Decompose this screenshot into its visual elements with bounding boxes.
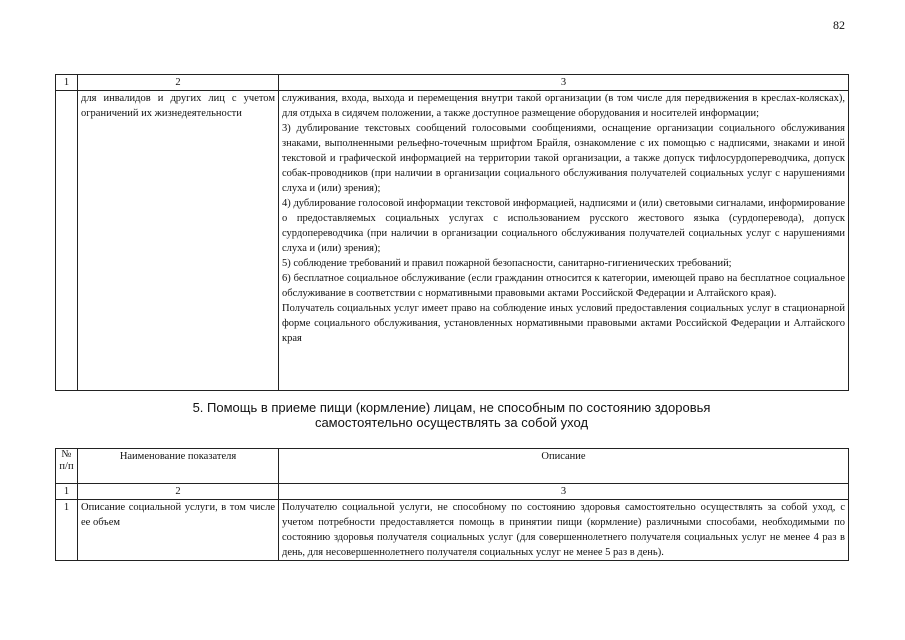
header-row [56,449,849,484]
col-number-2: 2 [78,484,279,500]
col-number-1: 1 [56,484,78,500]
description-paragraph: Получатель социальных услуг имеет право на соблюдение иных условий предоставления социальных услуг в стационарной форме социального обслуживания, установленных нормативными правовыми актами Российской Федерации и Алтайского края [282,303,845,344]
description-paragraph: 4) дублирование голосовой информации текстовой информацией, надписями и (или) световыми сигналами, информирование о предоставляемых социальных услугах с использованием русского жестового языка (сурдоперевода), допуск сурдопереводчика (при наличии в организации социального обслуживания получателей социальных услуг с нарушениями слуха и (или) зрения); [282,198,845,254]
description-paragraph: 5) соблюдение требований и правил пожарной безопасности, санитарно-гигиенических требований; [282,258,732,269]
description-cell: Получателю социальной услуги, не способному по состоянию здоровья самостоятельно осуществлять за собой уход, с учетом потребности предоставляется помощь в принятии пищи (кормление) различными способами, необходимыми по состоянию здоровья получателя социальных услуг (для совершеннолетнего получателя социальных услуг не менее 4 раз в день, для несовершеннолетнего получателя социальных услуг не менее 5 раз в день). [279,500,849,561]
section-title-line: самостоятельно осуществлять за собой уход [314,415,589,430]
col-number-3: 3 [279,75,849,91]
table-row [56,500,849,561]
header-description: Описание [279,449,849,484]
col-number-2: 2 [78,75,279,91]
col-number-3: 3 [279,484,849,500]
description-cell [279,91,849,391]
section-title [55,400,848,430]
row-number-cell: 1 [56,500,78,561]
column-number-row [56,484,849,500]
service-table [55,448,849,561]
table-row [56,91,849,391]
description-paragraph: служивания, входа, выхода и перемещения внутри такой организации (в том числе для передвижения в креслах-колясках), для отдыха в сидячем положении, а также доступное размещение оборудования и носителей информации; [282,93,845,119]
column-number-row [56,75,849,91]
section-title-line: 5. Помощь в приеме пищи (кормление) лицам, не способным по состоянию здоровья [192,400,711,415]
row-number-cell [56,91,78,391]
indicator-name-cell: для инвалидов и других лиц с учетом ограничений их жизнедеятельности [78,91,279,391]
header-number: № п/п [56,449,78,484]
page-number: 82 [833,18,845,32]
header-indicator-name: Наименование показателя [78,449,279,484]
description-paragraph: 3) дублирование текстовых сообщений голосовыми сообщениями, оснащение организации социального обслуживания знаками, выполненными рельефно-точечным шрифтом Брайля, ознакомление с их помощью с надписями, знаками и иной текстовой и графической информацией на территории такой организации, а также допуск тифлосурдопереводчика, допуск собак-проводников (при наличии в организации социального обслуживания получателей социальных услуг с нарушениями слуха и (или) зрения); [282,123,845,194]
indicator-name-cell: Описание социальной услуги, в том числе ее объем [78,500,279,561]
col-number-1: 1 [56,75,78,91]
continuation-table [55,74,849,391]
description-paragraph: 6) бесплатное социальное обслуживание (если гражданин относится к категории, имеющей право на бесплатное социальное обслуживание в соответствии с нормативными правовыми актами Российской Федерации и Алтайского края). [282,273,845,299]
